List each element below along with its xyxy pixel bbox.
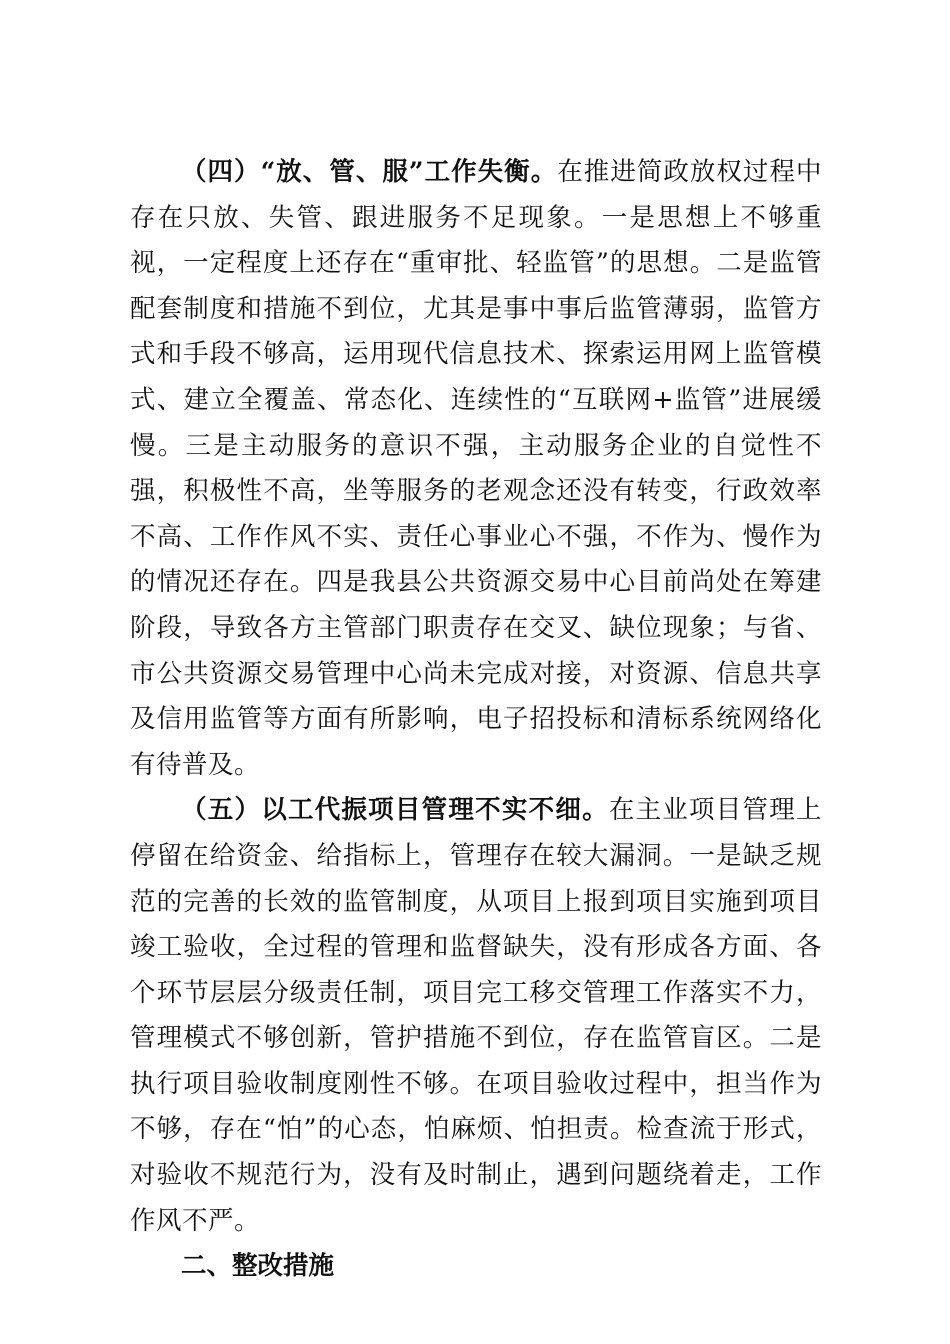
paragraph-4-body: 在推进简政放权过程中存在只放、失管、跟进服务不足现象。一是思想上不够重视，一定程度上还存在“重审批、轻监管”的思想。二是监管配套制度和措施不到位，尤其是事中事后监管薄弱，监管方式和手段不够高，运用现代信息技术、探索运用网上监管模式、建立全覆盖、常态化、连续性的“互联网+监管”进展缓慢。三是主动服务的意识不强，主动服务企业的自觉性不强，积极性不高，坐等服务的老观念还没有转变，行政效率不高、工作作风不实、责任心事业心不强，不作为、慢作为的情况还存在。四是我县公共资源交易中心目前尚处在筹建阶段，导致各方主管部门职责存在交叉、缺位现象；与省、市公共资源交易管理中心尚未完成对接，对资源、信息共享及信用监管等方面有所影响，电子招投标和清标系统网络化有待普及。 [130, 157, 822, 780]
paragraph-4-heading: （四）“放、管、服”工作失衡。 [181, 157, 558, 187]
paragraph-5 [130, 788, 822, 1244]
paragraph-4 [130, 150, 822, 788]
paragraph-5-body: 在主业项目管理上停留在给资金、给指标上，管理存在较大漏洞。一是缺乏规范的完善的长效的监管制度，从项目上报到项目实施到项目竣工验收，全过程的管理和监督缺失，没有形成各方面、各个环节层层分级责任制，项目完工移交管理工作落实不力，管理模式不够创新，管护措施不到位，存在监管盲区。二是执行项目验收制度刚性不够。在项目验收过程中，担当作为不够，存在“怕”的心态，怕麻烦、怕担责。检查流于形式，对验收不规范行为，没有及时制止，遇到问题绕着走，工作作风不严。 [130, 795, 822, 1236]
paragraph-5-heading: （五）以工代振项目管理不实不细。 [181, 795, 609, 826]
section-heading: 二、整改措施 [181, 1251, 335, 1282]
document-page [130, 150, 822, 1290]
